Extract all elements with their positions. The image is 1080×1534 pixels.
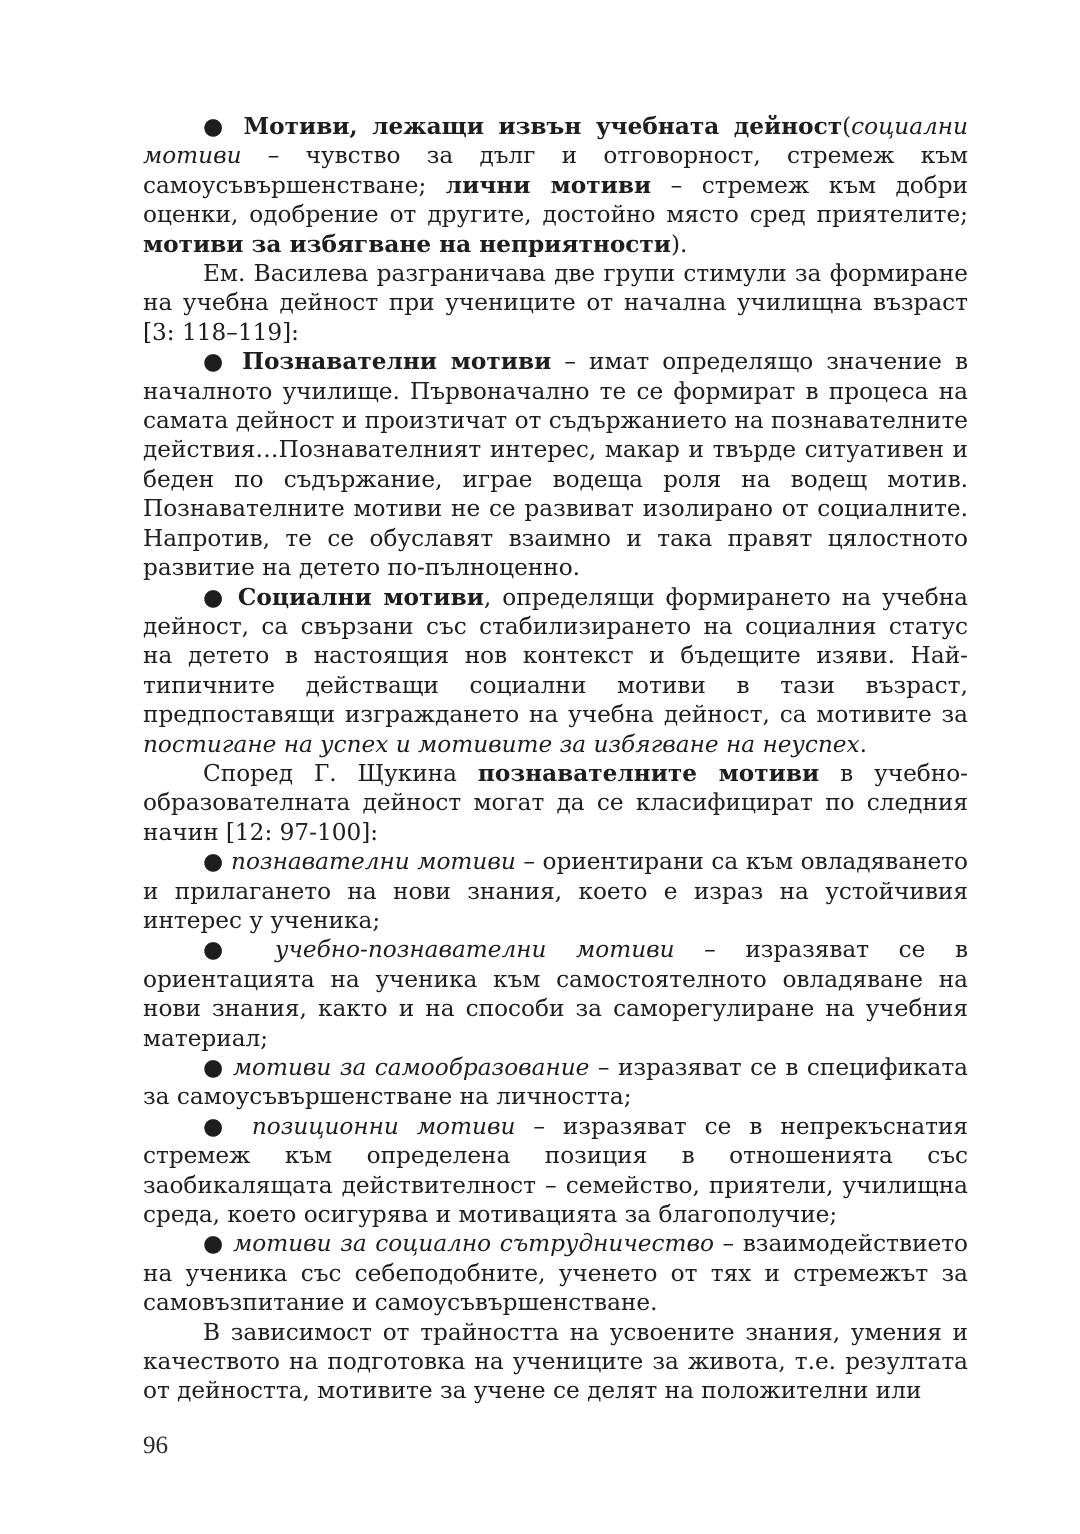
bullet: ● [203, 1054, 233, 1081]
list-item-social-cooperation: ● мотиви за социално сътрудничество – взаимодействието на ученика със себеподобните, ученето от тях и стремежът за самовъзпитание и самоусъвършенстване. [143, 1230, 969, 1317]
italic-term: учебно-познавателни мотиви [275, 936, 675, 964]
bold-term: познавателните мотиви [477, 759, 820, 787]
paragraph-durability: В зависимост от трайността на усвоените знания, умения и качеството на подготовка на учениците за живота, т.е. резултата от дейността, мотивите за учене се делят на положителни или [143, 1318, 968, 1405]
body-text [143, 112, 968, 1406]
bullet: ● [203, 848, 232, 876]
list-item-learning-cognitive: ● учебно-познавателни мотиви – изразяват се в ориентацията на ученика към самостоятелното овладяване на нови знания, както и на способи за саморегулиране на учебния материал; [143, 936, 968, 1052]
italic-term: позиционни мотиви [251, 1112, 516, 1140]
bold-term: лични мотиви [445, 171, 652, 199]
italic-term: мотиви за социално сътрудничество [233, 1230, 714, 1258]
paragraph-vasileva: Ем. Василева разграничава две групи стимули за формиране на учебна дейност при учениците от начална училищна възраст [3: 118–119]: [143, 260, 968, 346]
bullet: ● [203, 348, 243, 376]
bold-term: Познавателни мотиви [242, 348, 552, 376]
paragraph-shchukina: Според Г. Щукина познавателните мотиви в учебно-образователната дейност могат да се класифицират по следния начин [12: 97-100]: [143, 759, 969, 846]
bullet: ● [203, 936, 276, 964]
italic-term: социални мотиви [143, 113, 968, 170]
bullet: ● [203, 113, 244, 140]
italic-term: постигане на успех и мотивите за избягване на неуспех [143, 730, 860, 758]
italic-term: мотиви за самообразование [232, 1054, 590, 1081]
list-item-positional: ● позиционни мотиви – изразяват се в непрекъснатия стремеж към определена позиция в отношенията със заобикалящата действителност – семейство, приятели, училищна среда, което осигурява и мотивацията за благополучие; [143, 1112, 968, 1229]
list-item-self-education: ● мотиви за самообразование – изразяват се в спецификата за самоусъвършенстване на личността; [143, 1054, 968, 1111]
bullet: ● [203, 1112, 252, 1140]
page-number: 96 [143, 1432, 168, 1459]
bold-term: Мотиви, лежащи извън учебната дейност [243, 113, 843, 140]
italic-term: познавателни мотиви [231, 848, 516, 876]
bold-term: мотиви за избягване на неприятности [143, 230, 671, 258]
list-item-cognitive: ● познавателни мотиви – ориентирани са към овладяването и прилагането на нови знания, което е израз на устойчивия интерес у ученика; [143, 848, 969, 934]
bold-term: Социални мотиви [237, 583, 484, 611]
bullet: ● [203, 1230, 234, 1258]
paragraph-extracurricular-motives: ● Мотиви, лежащи извън учебната дейност(социални мотиви – чувство за дълг и отговорност, стремеж към самоусъвършенстване; лични мотиви – стремеж към добри оценки, одобрение от другите, достойно място сред приятелите; мотиви за избягване на неприятности). [143, 113, 969, 258]
paragraph-cognitive-motives: ● Познавателни мотиви – имат определящо значение в началното училище. Първоначално те се формират в процеса на самата дейност и произтичат от съдържанието на познавателните действия…Познавателният интерес, макар и твърде ситуативен и беден по съдържание, играе водеща роля на водещ мотив. Познавателните мотиви не се развиват изолирано от социалните. Напротив, те се обуславят взаимно и така правят цялостното развитие на детето по-пълноценно. [143, 348, 969, 582]
bullet: ● [203, 583, 238, 611]
paragraph-social-motives: ● Социални мотиви, определящи формирането на учебна дейност, са свързани със стабилизирането на социалния статус на детето в настоящия нов контекст и бъдещите изяви. Най-типичните действащи социални мотиви в тази възраст, предпоставящи изграждането на учебна дейност, са мотивите за постигане на успех и мотивите за избягване на неуспех. [143, 583, 968, 758]
